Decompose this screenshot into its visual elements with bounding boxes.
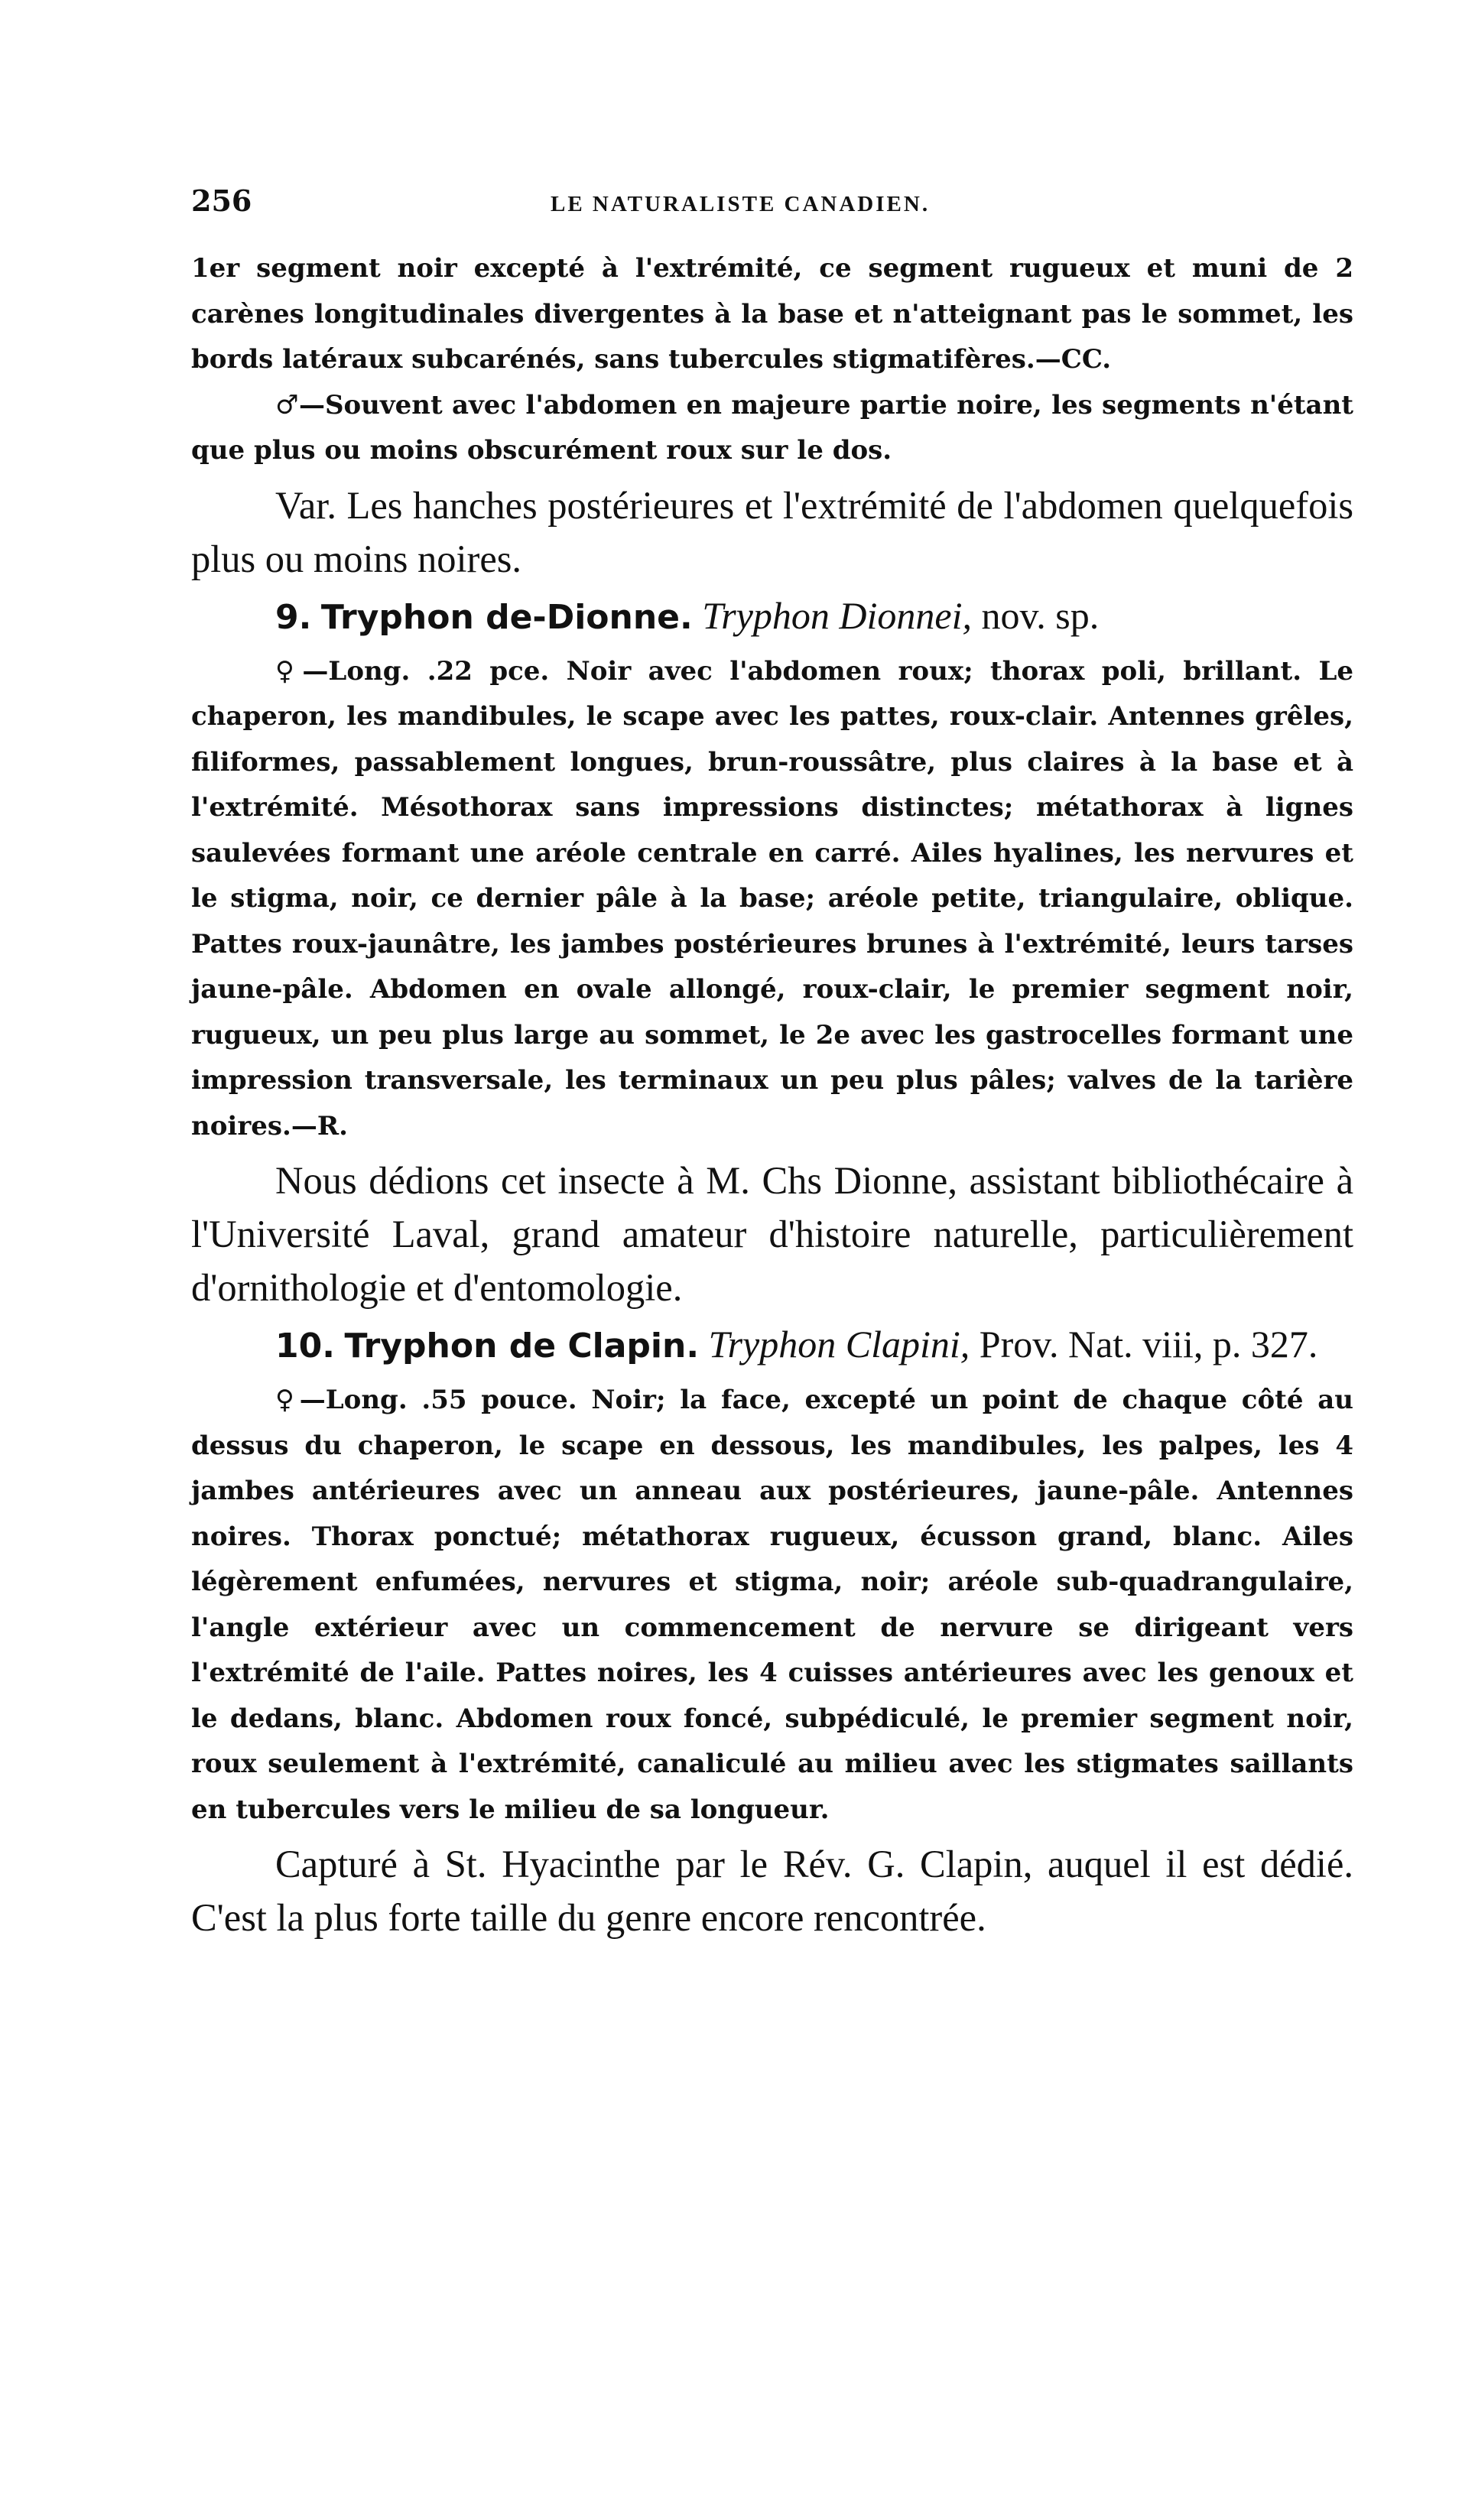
- paragraph-variety: Var. Les hanches postérieures et l'extrémité de l'abdomen quelquefois plus ou moins noires.: [191, 483, 1353, 580]
- paragraph-clapini-description: ♀—Long. .55 pouce. Noir; la face, excepté un point de chaque côté au dessus du chaperon, le scape en dessous, les mandibules, les palpes, les 4 jambes antérieures avec un anneau aux postérieures, jaune-pâle. Antennes noires. Thorax ponctué; métathorax rugueux, écusson grand, blanc. Ailes légèrement enfumées, nervures et stigma, noir; aréole sub-quadrangulaire, l'angle extérieur avec un commencement de nervure se dirigeant vers l'extrémité de l'aile. Pattes noires, les 4 cuisses antérieures avec les genoux et le dedans, blanc. Abdomen roux foncé, subpédiculé, le premier segment noir, roux seulement à l'extrémité, canaliculé au milieu avec les stigmates saillants en tubercules vers le milieu de sa longueur.: [191, 1385, 1353, 1825]
- paragraph-continuation: 1er segment noir excepté à l'extrémité, ce segment rugueux et muni de 2 carènes longitudinales divergentes à la base et n'atteignant pas le sommet, les bords latéraux subcarénés, sans tubercules stigmatifères.—CC.: [191, 253, 1353, 375]
- page-number: 256: [191, 183, 252, 218]
- species-number: 9.: [275, 597, 312, 637]
- species-reference: nov. sp.: [972, 593, 1100, 637]
- species-reference: Prov. Nat. viii, p. 327.: [970, 1323, 1318, 1366]
- paragraph-capture-note: Capturé à St. Hyacinthe par le Rév. G. Clapin, auquel il est dédié. C'est la plus forte taille du genre encore rencontrée.: [191, 1843, 1353, 1939]
- species-common-name: Tryphon de Clapin.: [344, 1327, 700, 1366]
- species-heading-dionnei: [191, 590, 1353, 643]
- paragraph-dedication: Nous dédions cet insecte à M. Chs Dionne, assistant bibliothécaire à l'Université Laval, grand amateur d'histoire naturelle, particulièrement d'ornithologie et d'entomologie.: [191, 1159, 1353, 1309]
- species-common-name: Tryphon de-Dionne.: [320, 597, 693, 637]
- paragraph-dionnei-description: ♀—Long. .22 pce. Noir avec l'abdomen roux; thorax poli, brillant. Le chaperon, les mandibules, le scape avec les pattes, roux-clair. Antennes grêles, filiformes, passablement longues, brun-roussâtre, plus claires à la base et à l'extrémité. Mésothorax sans impressions distinctes; métathorax à lignes saulevées formant une aréole centrale en carré. Ailes hyalines, les nervures et le stigma, noir, ce dernier pâle à la base; aréole petite, triangulaire, oblique. Pattes roux-jaunâtre, les jambes postérieures brunes à l'extrémité, leurs tarses jaune-pâle. Abdomen en ovale allongé, roux-clair, le premier segment noir, rugueux, un peu plus large au sommet, le 2e avec les gastrocelles formant une impression transversale, les terminaux un peu plus pâles; valves de la tarière noires.—R.: [191, 655, 1353, 1141]
- species-number: 10.: [275, 1327, 335, 1366]
- species-latin-name: Tryphon Clapini,: [708, 1323, 970, 1366]
- species-latin-name: Tryphon Dionnei,: [702, 593, 973, 637]
- species-heading-clapini: [191, 1319, 1353, 1372]
- book-page: [191, 183, 1353, 1949]
- running-head: LE NATURALISTE CANADIEN.: [551, 192, 931, 216]
- page-header: [191, 183, 1353, 229]
- paragraph-male-note: ♂—Souvent avec l'abdomen en majeure partie noire, les segments n'étant que plus ou moins obscurément roux sur le dos.: [191, 389, 1353, 466]
